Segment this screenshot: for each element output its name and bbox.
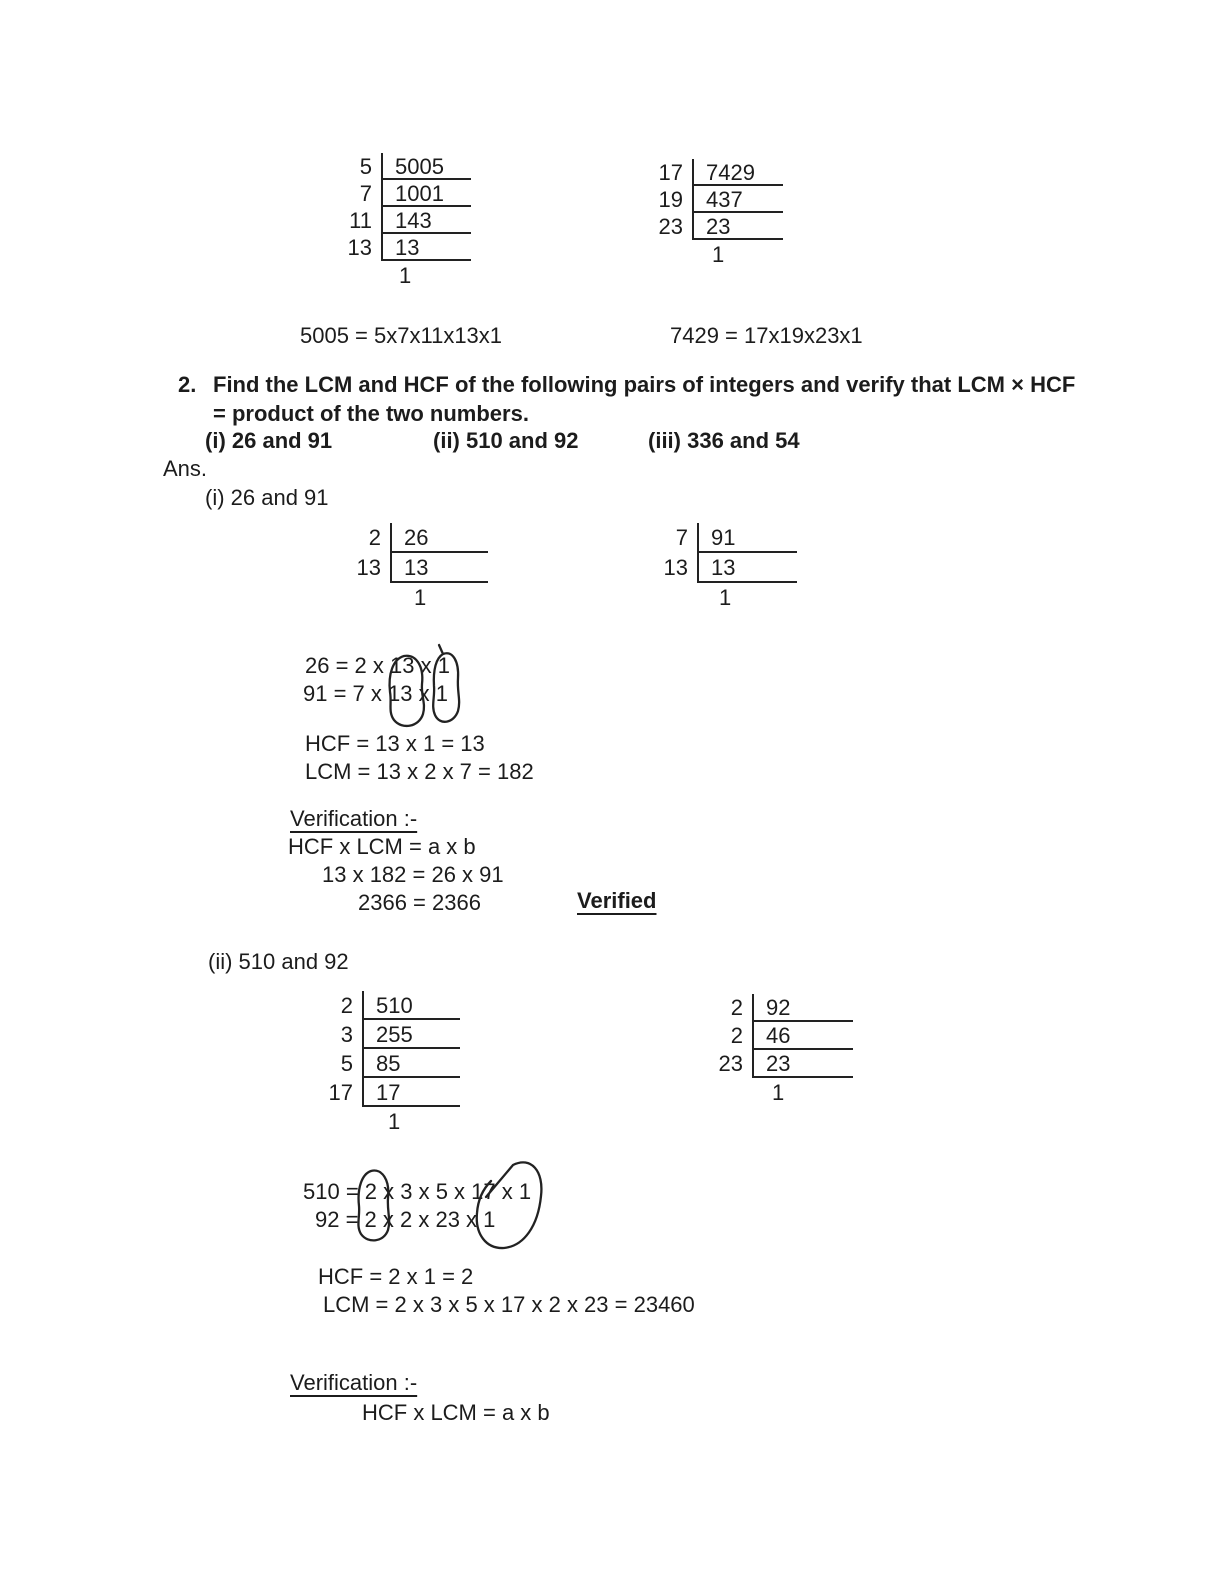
divisor: 13 xyxy=(663,555,688,580)
divisor: 7 xyxy=(675,525,688,550)
hcf-line-i: HCF = 13 x 1 = 13 xyxy=(305,731,485,756)
ladder-row xyxy=(318,1049,460,1078)
ladder-row xyxy=(648,186,783,213)
ladder-result: 1 xyxy=(414,585,427,610)
factorization-26: 26 = 2 x 13 x 1 xyxy=(305,653,450,678)
dividend: 13 xyxy=(390,553,488,583)
question-option-iii: (iii) 336 and 54 xyxy=(648,428,800,453)
divisor: 13 xyxy=(356,555,381,580)
dividend: 13 xyxy=(697,553,797,583)
dividend: 143 xyxy=(381,207,471,234)
factorization-510: 510 = 2 x 3 x 5 x 17 x 1 xyxy=(303,1179,532,1204)
ladder-7429 xyxy=(648,159,783,267)
question-text-line1: Find the LCM and HCF of the following pairs of integers and verify that LCM × HCF xyxy=(213,372,1076,397)
ladder-result: 1 xyxy=(719,585,732,610)
ladder-row xyxy=(318,991,460,1020)
lcm-line-ii: LCM = 2 x 3 x 5 x 17 x 2 x 23 = 23460 xyxy=(323,1292,695,1317)
divisor: 3 xyxy=(340,1022,353,1047)
dividend: 13 xyxy=(381,234,471,261)
divisor: 23 xyxy=(718,1051,743,1076)
ladder-row xyxy=(337,207,471,234)
ladder-row xyxy=(708,994,853,1022)
verification-line3-i: 2366 = 2366 xyxy=(358,890,481,915)
ladder-row xyxy=(653,523,797,553)
divisor: 19 xyxy=(658,187,683,212)
ladder-row xyxy=(337,180,471,207)
dividend: 255 xyxy=(362,1020,460,1049)
ladder-row xyxy=(346,553,488,583)
dividend: 23 xyxy=(752,1050,853,1078)
dividend: 1001 xyxy=(381,180,471,207)
verification-line1-ii: HCF x LCM = a x b xyxy=(362,1400,550,1425)
dividend: 17 xyxy=(362,1078,460,1107)
answer-label: Ans. xyxy=(163,456,208,481)
lcm-line-i: LCM = 13 x 2 x 7 = 182 xyxy=(305,759,534,784)
question-number: 2. xyxy=(178,372,197,397)
dividend: 91 xyxy=(697,523,797,553)
equation-7429: 7429 = 17x19x23x1 xyxy=(670,323,863,348)
part-ii-heading: (ii) 510 and 92 xyxy=(208,949,349,974)
ladder-row xyxy=(708,1050,853,1078)
ladder-row xyxy=(648,213,783,240)
ladder-row xyxy=(318,1020,460,1049)
dividend: 26 xyxy=(390,523,488,553)
equation-5005: 5005 = 5x7x11x13x1 xyxy=(300,323,503,348)
divisor: 2 xyxy=(730,995,743,1020)
factorization-91: 91 = 7 x 13 x 1 xyxy=(303,681,448,706)
dividend: 5005 xyxy=(381,153,471,180)
ladder-row xyxy=(337,153,471,180)
ladder-row xyxy=(318,1078,460,1107)
ladder-result: 1 xyxy=(772,1080,785,1105)
divisor: 17 xyxy=(328,1080,353,1105)
ladder-result: 1 xyxy=(399,263,412,288)
verified-label: Verified xyxy=(577,888,657,913)
ladder-510 xyxy=(318,991,460,1134)
hcf-line-ii: HCF = 2 x 1 = 2 xyxy=(318,1264,474,1289)
ladder-row xyxy=(648,159,783,186)
verification-line2-i: 13 x 182 = 26 x 91 xyxy=(322,862,504,887)
dividend: 7429 xyxy=(692,159,783,186)
ladder-row xyxy=(653,553,797,583)
divisor: 17 xyxy=(658,160,683,185)
divisor: 2 xyxy=(368,525,381,550)
divisor: 5 xyxy=(359,154,372,179)
ladder-26 xyxy=(346,523,488,610)
ladder-5005 xyxy=(337,153,471,288)
verification-heading-i: Verification :- xyxy=(290,806,418,831)
divisor: 2 xyxy=(730,1023,743,1048)
divisor: 11 xyxy=(349,208,372,233)
ladder-91 xyxy=(653,523,797,610)
ladder-row xyxy=(708,1022,853,1050)
ladder-row xyxy=(337,234,471,261)
verification-line1-i: HCF x LCM = a x b xyxy=(288,834,476,859)
part-i-heading: (i) 26 and 91 xyxy=(205,485,329,510)
dividend: 46 xyxy=(752,1022,853,1050)
divisor: 13 xyxy=(347,235,372,260)
factorization-92: 92 = 2 x 2 x 23 x 1 xyxy=(315,1207,496,1232)
question-option-ii: (ii) 510 and 92 xyxy=(433,428,579,453)
dividend: 510 xyxy=(362,991,460,1020)
divisor: 7 xyxy=(359,181,372,206)
ladder-92 xyxy=(708,994,853,1105)
dividend: 85 xyxy=(362,1049,460,1078)
ladder-result: 1 xyxy=(712,242,725,267)
ladder-row xyxy=(346,523,488,553)
question-option-i: (i) 26 and 91 xyxy=(205,428,333,453)
dividend: 23 xyxy=(692,213,783,240)
divisor: 2 xyxy=(340,993,353,1018)
ladder-result: 1 xyxy=(388,1109,401,1134)
verification-heading-ii: Verification :- xyxy=(290,1370,418,1395)
divisor: 5 xyxy=(340,1051,353,1076)
dividend: 437 xyxy=(692,186,783,213)
dividend: 92 xyxy=(752,994,853,1022)
divisor: 23 xyxy=(658,214,683,239)
question-text-line2: = product of the two numbers. xyxy=(213,401,529,426)
